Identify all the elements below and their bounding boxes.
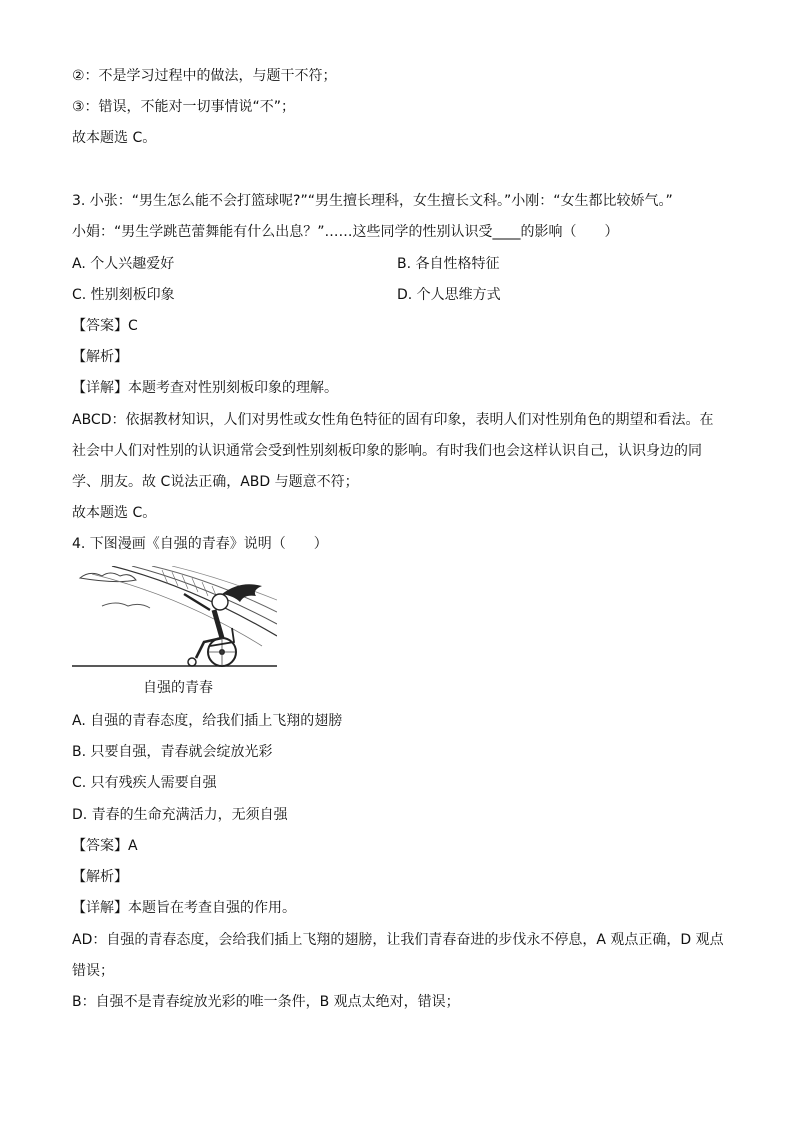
question-4-stem: 4. 下图漫画《自强的青春》说明（ ） [72,536,328,552]
option-a: A. 自强的青春态度，给我们插上飞翔的翅膀 [72,713,343,729]
cartoon-wheelchair-image [72,566,277,671]
option-c: C. 性别刻板印象 [72,287,175,303]
question-3-stem: 3. 小张：“男生怎么能不会打篮球呢?”“男生擅长理科，女生擅长文科。”小刚：“女生都比较娇气。” [72,193,673,209]
option-b: B. 各自性格特征 [397,256,500,272]
figure-caption: 自强的青春 [143,680,213,696]
answer-label: 【答案】A [72,838,138,854]
option-d: D. 青春的生命充满活力，无须自强 [72,807,288,823]
text-line: 故本题选 C。 [72,130,157,146]
question-3-stem: 小娟：“男生学跳芭蕾舞能有什么出息？”……这些同学的性别认识受____的影响（ ） [72,224,619,240]
analysis-label: 【解析】 [72,349,128,365]
option-d: D. 个人思维方式 [397,287,501,303]
option-a: A. 个人兴趣爱好 [72,256,175,272]
detail-text: AD：自强的青春态度，会给我们插上飞翔的翅膀，让我们青春奋进的步伐永不停息，A 观点正确，D 观点 [72,932,724,948]
detail-text: B：自强不是青春绽放光彩的唯一条件，B 观点太绝对，错误； [72,994,460,1010]
answer-label: 【答案】C [72,318,138,334]
detail-text: 社会中人们对性别的认识通常会受到性别刻板印象的影响。有时我们也会这样认识自己，认识身边的同 [72,443,702,459]
detail-text: 【详解】本题考查对性别刻板印象的理解。 [72,380,338,396]
analysis-label: 【解析】 [72,869,128,885]
text-line: ②：不是学习过程中的做法，与题干不符； [72,68,337,84]
detail-text: 【详解】本题旨在考查自强的作用。 [72,900,296,916]
option-c: C. 只有残疾人需要自强 [72,775,217,791]
detail-text: 学、朋友。故 C说法正确，ABD 与题意不符； [72,474,359,490]
text-line: 故本题选 C。 [72,505,157,521]
detail-text: ABCD：依据教材知识，人们对男性或女性角色特征的固有印象，表明人们对性别角色的期望和看法。在 [72,412,714,428]
option-b: B. 只要自强，青春就会绽放光彩 [72,744,273,760]
text-line: ③：错误，不能对一切事情说“不”； [72,99,296,115]
detail-text: 错误； [72,963,114,979]
